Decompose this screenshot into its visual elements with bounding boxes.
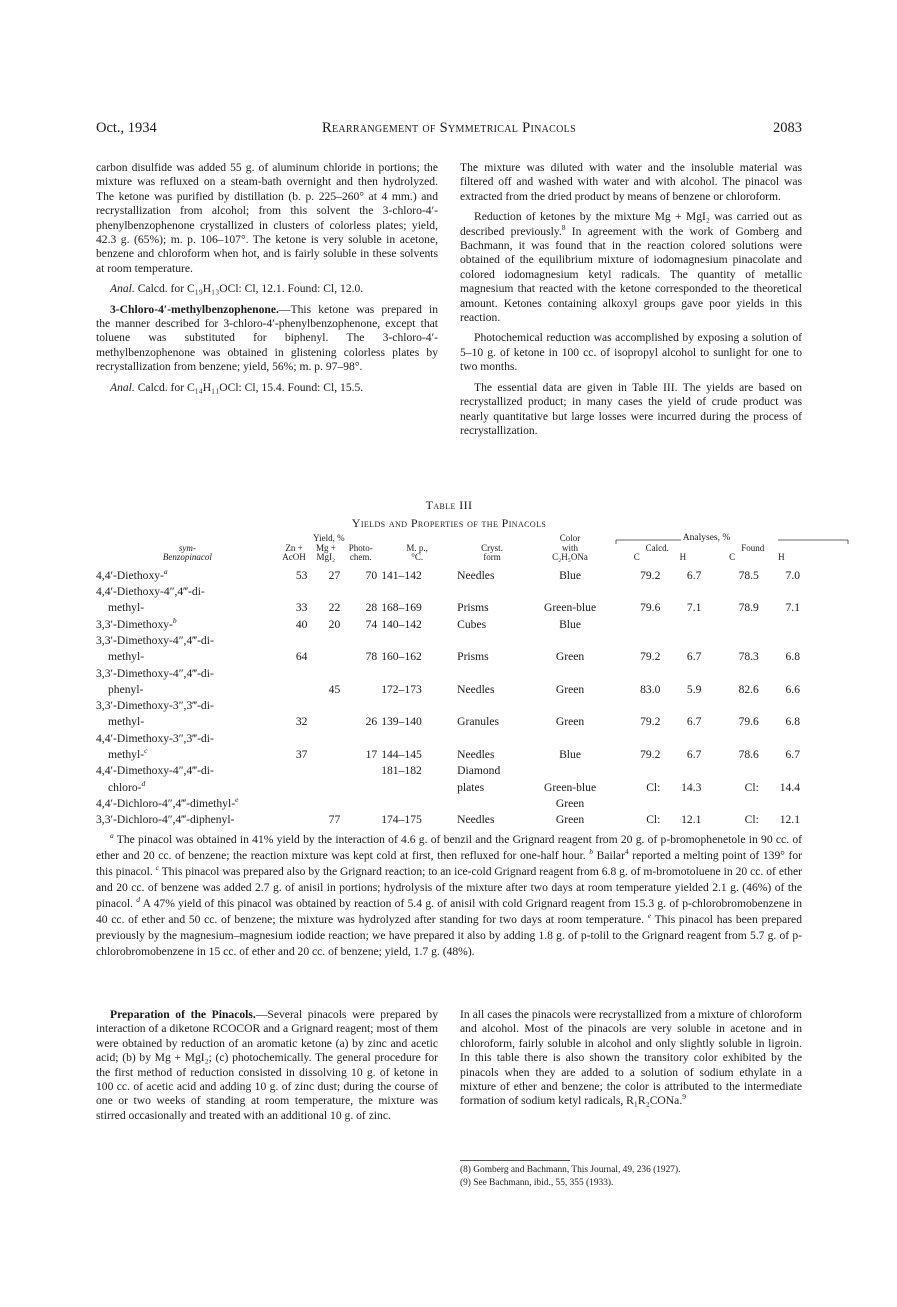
photo-cell	[342, 582, 379, 598]
compound-cell	[96, 631, 279, 647]
photo-cell	[342, 696, 379, 712]
mg-cell	[309, 728, 342, 744]
form-cell: Needles	[457, 682, 495, 696]
compound-cell	[96, 728, 279, 744]
compound-cell	[96, 696, 279, 712]
table-row	[96, 696, 802, 712]
paragraph-text: Reduction of ketones by the mixture Mg + MgI₂ was carried out as described previously.	[460, 210, 802, 238]
calcd-c-cell	[611, 696, 662, 712]
footnote-mark: e	[235, 795, 239, 805]
photo-cell	[342, 631, 379, 647]
color-cell	[529, 761, 611, 777]
compound-name: 3,3′-Dimethoxy-4″,4‴-di-	[96, 633, 214, 647]
found-h-cell	[761, 663, 802, 679]
form-cell	[455, 728, 529, 744]
color-cell: Blue	[559, 617, 581, 631]
right-column-top	[460, 161, 802, 444]
footnote-mark: d	[136, 895, 141, 905]
ref-mark: 9	[682, 1092, 686, 1102]
color-cell	[529, 696, 611, 712]
calcd-h-cell	[662, 663, 703, 679]
mp-cell	[379, 696, 455, 712]
table-row	[96, 614, 802, 630]
mg-cell: 77	[328, 813, 341, 827]
mp-cell: 141–142	[381, 568, 422, 582]
found-c-cell	[703, 794, 760, 810]
calcd-h-cell: 12.1	[681, 813, 702, 827]
found-c-cell: 78.6	[738, 748, 759, 762]
footnote-mark: c	[144, 746, 148, 756]
calcd-c-cell: 79.2	[640, 748, 661, 762]
calcd-c-cell	[611, 728, 662, 744]
color-cell: Blue	[559, 568, 581, 582]
calcd-h-cell	[662, 696, 703, 712]
photo-cell	[342, 761, 379, 777]
table-subcaption: Yields and Properties of the Pinacols	[351, 516, 547, 530]
found-c-cell	[703, 663, 760, 679]
calcd-h-cell	[662, 631, 703, 647]
mp-cell: 144–145	[381, 748, 422, 762]
calcd-c-cell	[611, 631, 662, 647]
calcd-h-cell: 6.7	[686, 650, 702, 664]
compound-cell	[96, 810, 279, 826]
compound-heading: 3-Chloro-4′-methylbenzophenone.	[110, 302, 279, 316]
header-title: Rearrangement of Symmetrical Pinacols	[322, 120, 576, 136]
compound-name: methyl-	[108, 650, 145, 664]
photo-cell	[342, 777, 379, 793]
found-c-cell: 78.9	[738, 601, 759, 615]
mg-cell	[309, 761, 342, 777]
form-cell	[455, 794, 529, 810]
zn-cell	[279, 663, 310, 679]
calcd-c-cell: 83.0	[640, 682, 661, 696]
zn-cell	[279, 631, 310, 647]
mp-cell: 139–140	[381, 715, 422, 729]
compound-cell	[96, 663, 279, 679]
footnote-a: The pinacol was obtained in 41% yield by the interaction of 4.6 g. of benzil and the Grignard reagent from 20 g. of p-bromophenetole in 90 cc. of ether and 20 cc. of benzene; the reaction mixture was kept cold at first, then refluxed for one-half hour.	[96, 833, 802, 862]
calcd-h-cell	[662, 614, 703, 630]
color-cell: Green-blue	[543, 780, 597, 794]
photo-cell: 17	[365, 748, 378, 762]
table-footnotes	[96, 832, 802, 960]
calcd-c-cell	[611, 761, 662, 777]
header-yield: Yield, %	[313, 533, 345, 543]
color-cell	[529, 582, 611, 598]
mp-cell	[379, 582, 455, 598]
color-cell	[529, 728, 611, 744]
header-calcd-h: H	[679, 552, 687, 562]
footnote-mark: a	[110, 831, 114, 841]
compound-cell	[96, 582, 279, 598]
mg-cell	[309, 745, 342, 761]
mg-cell	[309, 696, 342, 712]
compound-name: 3,3′-Dichloro-4″,4‴-diphenyl-	[96, 813, 235, 827]
found-h-cell	[761, 761, 802, 777]
zn-cell	[279, 582, 310, 598]
found-h-cell: 14.4	[779, 780, 800, 794]
header-mp-text: M. p., °C.	[406, 542, 428, 562]
zn-cell	[279, 777, 310, 793]
found-h-cell: 7.0	[785, 568, 800, 582]
zn-cell	[279, 810, 310, 826]
compound-name: 3,3′-Dimethoxy-3″,3‴-di-	[96, 699, 214, 713]
reference-item: (9) See Bachmann, ibid., 55, 355 (1933).	[460, 1177, 614, 1188]
zn-cell: 33	[295, 601, 308, 615]
table-row	[96, 566, 802, 582]
section-heading: Preparation of the Pinacols.	[110, 1008, 256, 1021]
mp-cell	[379, 777, 455, 793]
table-row	[96, 663, 802, 679]
paragraph: carbon disulfide was added 55 g. of aluminum chloride in portions; the mixture was refluxed on a steam-bath overnight and then hydrolyzed. The ketone was purified by distillation (b. p. 225–260° at 4 mm.) and recrystallization from alcohol; from this solvent the 3-chloro-4′-phenylbenzophenone crystallized in clusters of colorless plates; yield, 42.3 g. (65%); m. p. 106–107°. The ketone is very soluble in acetone, benzene and chloroform when hot, and is fairly soluble in these solvents at room temperature.	[96, 161, 438, 275]
mp-cell	[379, 728, 455, 744]
paragraph-text: In agreement with the work of Gomberg and Bachmann, it was found that in the reaction colored solutions were obtained of the equilibrium mixture of iodomagnesium pinacolate and colored iodomagnesium ketyl radicals. The quantity of metallic magnesium that reacted with the ketone corresponded to the theoretical amount. Ketones containing alkoxyl groups gave poor yields in this reaction.	[460, 224, 802, 325]
color-cell: Green-blue	[543, 601, 597, 615]
table-row	[96, 712, 802, 728]
footnote-rule	[460, 1160, 570, 1161]
table-row	[96, 761, 802, 777]
found-h-cell	[761, 728, 802, 744]
compound-name: 4,4′-Dimethoxy-3″,3‴-di-	[96, 731, 214, 745]
paragraph: Photochemical reduction was accomplished by exposing a solution of 5–10 g. of ketone in 100 cc. of isopropyl alcohol to sunlight for one to two months.	[460, 331, 802, 374]
form-cell	[455, 582, 529, 598]
zn-cell: 32	[295, 715, 308, 729]
compound-cell	[96, 761, 279, 777]
analyses-label	[612, 534, 801, 544]
table-body	[96, 566, 802, 827]
table-row	[96, 794, 802, 810]
found-h-cell: 6.7	[785, 748, 800, 762]
form-cell: Needles	[457, 748, 495, 762]
mg-cell: 27	[328, 568, 341, 582]
header-calcd-c: C	[633, 552, 640, 562]
found-h-cell	[761, 696, 802, 712]
compound-name: 4,4′-Diethoxy-4″,4‴-di-	[96, 585, 205, 599]
form-cell	[455, 631, 529, 647]
compound-cell	[96, 680, 279, 696]
found-c-cell: Cl:	[744, 780, 759, 794]
found-h-cell	[761, 794, 802, 810]
footnote-c: This pinacol was prepared also by the Grignard reaction; to an ice-cold Grignard reagent from 6.8 g. of m-bromotoluene in 20 cc. of ether and 20 cc. of benzene was added 2.7 g. of anisil in portions; hydrolysis of the mixture after two days at room temperature yielded 2.1 g. (46%) of the pinacol.	[96, 865, 802, 910]
found-h-cell	[761, 631, 802, 647]
compound-cell	[96, 598, 279, 614]
table-row	[96, 598, 802, 614]
references	[460, 1164, 802, 1189]
footnote-b-pre: Bailar	[593, 849, 625, 862]
mg-cell: 20	[328, 617, 341, 631]
calcd-c-cell	[611, 582, 662, 598]
footnote-d: A 47% yield of this pinacol was obtained by reaction of 5.4 g. of anisil with cold Grignard reagent from 15.3 g. of p-chlorobromobenzene in 40 cc. of ether and 50 cc. of benzene; the mixture was hydrolyzed after standing for two days at room temperature.	[96, 897, 803, 926]
calcd-h-cell	[662, 761, 703, 777]
footnote-mark: d	[141, 778, 146, 788]
calcd-h-cell: 5.9	[686, 682, 702, 696]
photo-cell: 28	[365, 601, 378, 615]
zn-cell: 64	[295, 650, 308, 664]
color-cell	[529, 631, 611, 647]
header-found-h: H	[778, 552, 785, 562]
header-date: Oct., 1934	[96, 120, 157, 136]
header-zn-text: Zn + AcOH	[282, 542, 306, 562]
found-c-cell	[703, 582, 760, 598]
footnote-e: This pinacol has been prepared previously by the magnesium–magnesium iodide reaction; we have prepared it also by adding 1.8 g. of p-tolil to the Grignard reagent from 5.7 g. of p-chlorobromobenzene in 15 cc. of ether and 20 cc. of benzene; yield, 1.7 g. (48%).	[96, 913, 802, 958]
zn-cell	[279, 794, 310, 810]
header-form	[455, 534, 529, 566]
mp-cell	[379, 663, 455, 679]
ref-mark: 4	[624, 847, 629, 857]
compound-name: methyl-	[108, 748, 145, 762]
calcd-c-cell: 79.2	[640, 568, 661, 582]
paragraph-text: In all cases the pinacols were recrystallized from a mixture of chloroform and alcohol. Most of the pinacols are very soluble in acetone and in chloroform, fairly soluble in alcohol and only slightly soluble in ligroin. In this table there is also shown the transitory color exhibited by the pinacols when they are added to a solution of sodium ethylate in a mixture of ether and benzene; the color is attributed to the intermediate formation of sodium ketyl radicals, R₁R₂CONa.	[460, 1008, 802, 1108]
zn-cell	[279, 696, 310, 712]
mp-cell: 181–182	[381, 764, 422, 778]
compound-name: chloro-	[108, 780, 142, 794]
mp-cell: 160–162	[381, 650, 422, 664]
compound-name: 3,3′-Dimethoxy-	[96, 617, 173, 631]
calcd-h-cell: 14.3	[681, 780, 702, 794]
calcd-c-cell	[611, 663, 662, 679]
zn-cell	[279, 680, 310, 696]
photo-cell: 26	[365, 715, 378, 729]
photo-cell	[342, 663, 379, 679]
photo-cell: 78	[365, 650, 378, 664]
calcd-h-cell: 7.1	[686, 601, 702, 615]
found-h-cell: 7.1	[785, 601, 800, 615]
compound-cell	[96, 794, 279, 810]
table-row	[96, 582, 802, 598]
compound-name: 4,4′-Dimethoxy-4″,4‴-di-	[96, 764, 214, 778]
color-cell: Blue	[559, 748, 581, 762]
analysis-line	[96, 381, 438, 395]
footnote-mark: e	[647, 911, 652, 921]
mg-cell	[309, 794, 342, 810]
compound-name: phenyl-	[108, 682, 144, 696]
form-cell: Needles	[457, 813, 495, 827]
compound-cell	[96, 566, 279, 582]
color-cell	[529, 663, 611, 679]
found-h-cell: 6.8	[785, 715, 800, 729]
mp-cell: 168–169	[381, 601, 422, 615]
photo-cell	[342, 810, 379, 826]
header-color	[529, 534, 611, 566]
mg-cell	[309, 777, 342, 793]
header-color-text: Color with C₂H₅ONa	[552, 533, 588, 562]
page-number: 2083	[773, 120, 802, 136]
zn-cell: 40	[295, 617, 308, 631]
photo-cell	[342, 680, 379, 696]
compound-cell	[96, 712, 279, 728]
header-found: Found	[741, 542, 765, 553]
calcd-c-cell	[611, 794, 662, 810]
compound-name: 3,3′-Dimethoxy-4″,4‴-di-	[96, 666, 214, 680]
footnote-b: reported a melting point of 139° for this pinacol.	[96, 849, 802, 878]
anal-label: Anal.	[110, 282, 135, 296]
running-header	[96, 120, 802, 140]
paragraph: The essential data are given in Table III. The yields are based on recrystallized product; in many cases the yield of crude product was nearly quantitative but large losses were incurred during the process of recrystallization.	[460, 380, 802, 437]
form-cell: Prisms	[457, 650, 489, 664]
color-cell: Green	[555, 796, 585, 810]
header-found-c: C	[729, 552, 736, 562]
ref-mark: 8	[561, 222, 566, 232]
table-row	[96, 810, 802, 826]
anal-label: Anal.	[110, 380, 135, 394]
found-c-cell	[703, 696, 760, 712]
anal-text: Calcd. for C₁₄H₁₁OCl: Cl, 15.4. Found: Cl, 15.5.	[137, 380, 364, 394]
paragraph	[460, 1008, 802, 1109]
mg-cell	[309, 631, 342, 647]
paragraph-text: —Several pinacols were prepared by interaction of a diketone RCOCOR and a Grignard reagent; most of them were obtained by reduction of an aromatic ketone (a) by zinc and acetic acid; (b) by Mg + MgI₂; (c) photochemically. The general procedure for the first method of reduction consisted in dissolving 10 g. of ketone in 100 cc. of acetic acid and adding 10 g. of zinc dust; during the course of one or two weeks of standing at room temperature, the mixture was stirred occasionally and treated with an additional 10 g. of zinc.	[96, 1008, 438, 1122]
header-name-text: sym- Benzopinacol	[162, 542, 212, 562]
compound-name: 4,4′-Dichloro-4″,4‴-dimethyl-	[96, 796, 236, 810]
color-cell: Green	[555, 813, 585, 827]
anal-text: Calcd. for C₁₉H₁₃OCl: Cl, 12.1. Found: Cl, 12.0.	[137, 282, 364, 296]
photo-cell: 74	[365, 617, 378, 631]
zn-cell	[279, 728, 310, 744]
mg-cell	[309, 582, 342, 598]
zn-cell: 53	[295, 568, 308, 582]
found-h-cell	[761, 614, 802, 630]
found-c-cell: 82.6	[738, 682, 759, 696]
form-cell	[455, 663, 529, 679]
paragraph-text: —This ketone was prepared in the manner described for 3-chloro-4′-phenylbenzophenone, except that toluene was substituted for biphenyl. The 3-chloro-4′-methylbenzophenone was obtained in glistening colorless plates by recrystallization from benzene; yield, 56%; m. p. 97–98°.	[96, 302, 438, 374]
calcd-h-cell: 6.7	[686, 715, 702, 729]
form-cell: Prisms	[457, 601, 489, 615]
table-row	[96, 680, 802, 696]
calcd-h-cell	[662, 582, 703, 598]
footnote-mark: b	[172, 615, 177, 625]
found-c-cell	[703, 728, 760, 744]
footnote-mark: c	[155, 863, 159, 873]
paragraph	[96, 303, 438, 375]
color-cell: Green	[555, 682, 585, 696]
form-cell	[455, 696, 529, 712]
mg-cell	[309, 647, 342, 663]
calcd-h-cell	[662, 794, 703, 810]
header-mg	[309, 544, 342, 566]
table-row	[96, 728, 802, 744]
mp-cell: 172–173	[381, 682, 422, 696]
mp-cell: 174–175	[381, 813, 422, 827]
found-c-cell	[703, 631, 760, 647]
compound-cell	[96, 647, 279, 663]
compound-name: methyl-	[108, 601, 145, 615]
photo-cell	[342, 728, 379, 744]
footnote-mark: a	[163, 566, 168, 576]
mp-cell: 140–142	[381, 617, 422, 631]
calcd-c-cell: 79.2	[640, 715, 661, 729]
calcd-c-cell: 79.2	[640, 650, 661, 664]
compound-cell	[96, 614, 279, 630]
analyses-brace	[612, 534, 852, 544]
mg-cell	[309, 712, 342, 728]
form-cell: Granules	[457, 715, 499, 729]
paragraph	[460, 210, 802, 325]
header-mg-text: Mg + MgI₂	[315, 542, 336, 562]
left-column-top	[96, 161, 438, 401]
reference-item: (8) Gomberg and Bachmann, This Journal, 49, 236 (1927).	[460, 1165, 681, 1175]
found-c-cell: Cl:	[744, 813, 759, 827]
table-row	[96, 631, 802, 647]
found-h-cell	[761, 582, 802, 598]
header-name	[96, 534, 279, 566]
calcd-c-cell: Cl:	[646, 780, 661, 794]
right-column-bottom	[460, 1008, 802, 1115]
zn-cell: 37	[295, 748, 308, 762]
table-row	[96, 647, 802, 663]
header-photo	[342, 544, 379, 566]
compound-cell	[96, 777, 279, 793]
table-row	[96, 745, 802, 761]
left-column-bottom	[96, 1008, 438, 1129]
header-photo-text: Photo- chem.	[348, 542, 373, 562]
header-calcd: Calcd.	[645, 542, 669, 553]
table-row	[96, 777, 802, 793]
paragraph: The mixture was diluted with water and the insoluble material was filtered off and washed with water and with alcohol. The pinacol was extracted from the dried product by means of benzene or chloroform.	[460, 161, 802, 203]
calcd-c-cell: Cl:	[646, 813, 661, 827]
photo-cell	[342, 794, 379, 810]
calcd-h-cell: 6.7	[686, 748, 702, 762]
found-c-cell: 78.3	[738, 650, 759, 664]
footnote-mark: b	[589, 847, 594, 857]
found-c-cell: 79.6	[738, 715, 759, 729]
form-cell: Needles	[457, 568, 495, 582]
header-mp	[379, 534, 455, 566]
found-c-cell: 78.5	[738, 568, 759, 582]
analysis-line	[96, 282, 438, 296]
form-cell: Cubes	[457, 617, 487, 631]
calcd-c-cell	[611, 614, 662, 630]
compound-name: methyl-	[108, 715, 145, 729]
found-c-cell	[703, 614, 760, 630]
found-h-cell: 12.1	[779, 813, 800, 827]
header-zn	[279, 544, 310, 566]
pinacol-table	[96, 534, 802, 826]
mp-cell	[379, 794, 455, 810]
calcd-h-cell: 6.7	[686, 568, 702, 582]
header-form-text: Cryst. form	[481, 542, 503, 562]
paragraph	[96, 1008, 438, 1123]
zn-cell	[279, 761, 310, 777]
mg-cell: 45	[328, 682, 341, 696]
found-c-cell	[703, 761, 760, 777]
calcd-c-cell: 79.6	[640, 601, 661, 615]
found-h-cell: 6.6	[785, 682, 800, 696]
mg-cell: 22	[328, 601, 341, 615]
compound-name: 4,4′-Diethoxy-	[96, 568, 164, 582]
color-cell: Green	[555, 715, 585, 729]
color-cell: Green	[555, 650, 585, 664]
analyses-text: Analyses, %	[682, 533, 731, 543]
form-cell: plates	[457, 780, 485, 794]
compound-cell	[96, 745, 279, 761]
found-h-cell: 6.8	[785, 650, 800, 664]
mg-cell	[309, 663, 342, 679]
form-cell: Diamond	[457, 764, 501, 778]
mp-cell	[379, 631, 455, 647]
calcd-h-cell	[662, 728, 703, 744]
photo-cell: 70	[365, 568, 378, 582]
table-caption: Table III	[425, 498, 473, 512]
header-analyses	[611, 534, 802, 544]
